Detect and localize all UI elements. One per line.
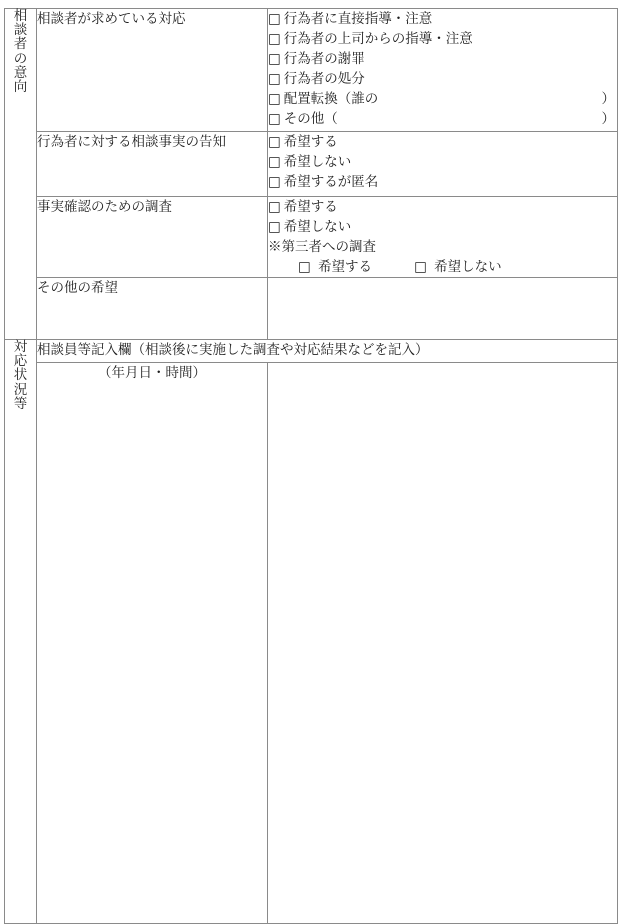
side-label-char: 況 xyxy=(13,381,28,398)
option-investigate-no[interactable] xyxy=(268,217,617,237)
side-label-char: 者 xyxy=(13,36,28,53)
side-label-char: 相 xyxy=(13,8,28,24)
option-label: 希望しない xyxy=(283,154,352,170)
option-notify-anonymous[interactable] xyxy=(268,172,617,192)
side-label-intent-stack xyxy=(5,9,36,94)
option-reassignment[interactable] xyxy=(268,89,617,109)
side-label-char: の xyxy=(13,50,28,67)
side-label-char: 対 xyxy=(13,339,28,355)
option-other-head xyxy=(268,109,338,129)
consultation-form-table xyxy=(4,8,618,924)
checkbox-icon[interactable]: □ xyxy=(268,199,281,215)
option-disciplinary-action[interactable] xyxy=(268,69,617,89)
options-requested-response xyxy=(268,9,618,132)
third-party-investigation-note: ※第三者への調査 xyxy=(268,239,376,255)
table-row xyxy=(5,197,618,278)
checkbox-icon[interactable]: □ xyxy=(268,154,281,170)
option-investigate-yes[interactable] xyxy=(268,197,617,217)
table-row xyxy=(5,278,618,340)
side-label-char: 応 xyxy=(13,353,28,370)
row-label-other-wishes: その他の希望 xyxy=(37,278,268,340)
table-row xyxy=(5,363,618,924)
row-label-requested-response: 相談者が求めている対応 xyxy=(37,9,268,132)
other-wishes-entry-area[interactable] xyxy=(268,278,618,340)
third-party-options xyxy=(268,257,617,277)
option-label: 希望しない xyxy=(434,259,502,275)
option-label: 希望する xyxy=(283,134,338,150)
option-supervisor-guidance[interactable] xyxy=(268,29,617,49)
side-label-char: 意 xyxy=(13,64,28,81)
side-label-char: 等 xyxy=(13,395,28,412)
checkbox-icon[interactable]: □ xyxy=(268,91,281,107)
option-label: 行為者の上司からの指導・注意 xyxy=(283,31,473,47)
checkbox-icon[interactable]: □ xyxy=(268,31,281,47)
option-label: その他（ xyxy=(283,111,338,127)
option-other-close-paren: ） xyxy=(601,111,615,127)
option-label: 希望する xyxy=(283,199,338,215)
row-label-fact-investigation: 事実確認のための調査 xyxy=(37,197,268,278)
checkbox-icon[interactable]: □ xyxy=(414,259,427,275)
option-label: 希望する xyxy=(318,259,373,275)
checkbox-icon[interactable]: □ xyxy=(268,111,281,127)
side-label-char: 談 xyxy=(13,22,28,39)
checkbox-icon[interactable]: □ xyxy=(268,219,281,235)
option-label: 希望しない xyxy=(283,219,352,235)
option-apology[interactable] xyxy=(268,49,617,69)
row-label-notify-actor: 行為者に対する相談事実の告知 xyxy=(37,132,268,197)
option-label: 行為者の処分 xyxy=(283,71,365,87)
option-other[interactable] xyxy=(268,109,617,129)
side-label-status xyxy=(5,340,37,924)
options-fact-investigation xyxy=(268,197,618,278)
date-time-column-header: （年月日・時間） xyxy=(37,363,268,924)
table-row xyxy=(5,132,618,197)
option-notify-no[interactable] xyxy=(268,152,617,172)
option-label: 希望するが匿名 xyxy=(283,174,379,190)
side-label-status-stack xyxy=(5,340,36,411)
options-notify-actor xyxy=(268,132,618,197)
option-direct-guidance[interactable] xyxy=(268,9,617,29)
side-label-char: 状 xyxy=(13,367,28,384)
checkbox-icon[interactable]: □ xyxy=(298,259,311,275)
counselor-note-header: 相談員等記入欄（相談後に実施した調査や対応結果などを記入） xyxy=(37,340,618,363)
side-label-char: 向 xyxy=(13,78,28,95)
checkbox-icon[interactable]: □ xyxy=(268,71,281,87)
checkbox-icon[interactable]: □ xyxy=(268,134,281,150)
option-label: 配置転換（誰の xyxy=(283,91,379,107)
counselor-free-text-area[interactable] xyxy=(268,363,618,924)
side-label-intent xyxy=(5,9,37,340)
checkbox-icon[interactable]: □ xyxy=(268,174,281,190)
option-notify-yes[interactable] xyxy=(268,132,617,152)
checkbox-icon[interactable]: □ xyxy=(268,51,281,67)
option-reassignment-head xyxy=(268,89,378,109)
option-label: 行為者の謝罪 xyxy=(283,51,365,67)
table-row xyxy=(5,9,618,132)
checkbox-icon[interactable]: □ xyxy=(268,11,281,27)
option-label: 行為者に直接指導・注意 xyxy=(283,11,433,27)
option-reassignment-close-paren: ） xyxy=(601,91,615,107)
table-row xyxy=(5,340,618,363)
